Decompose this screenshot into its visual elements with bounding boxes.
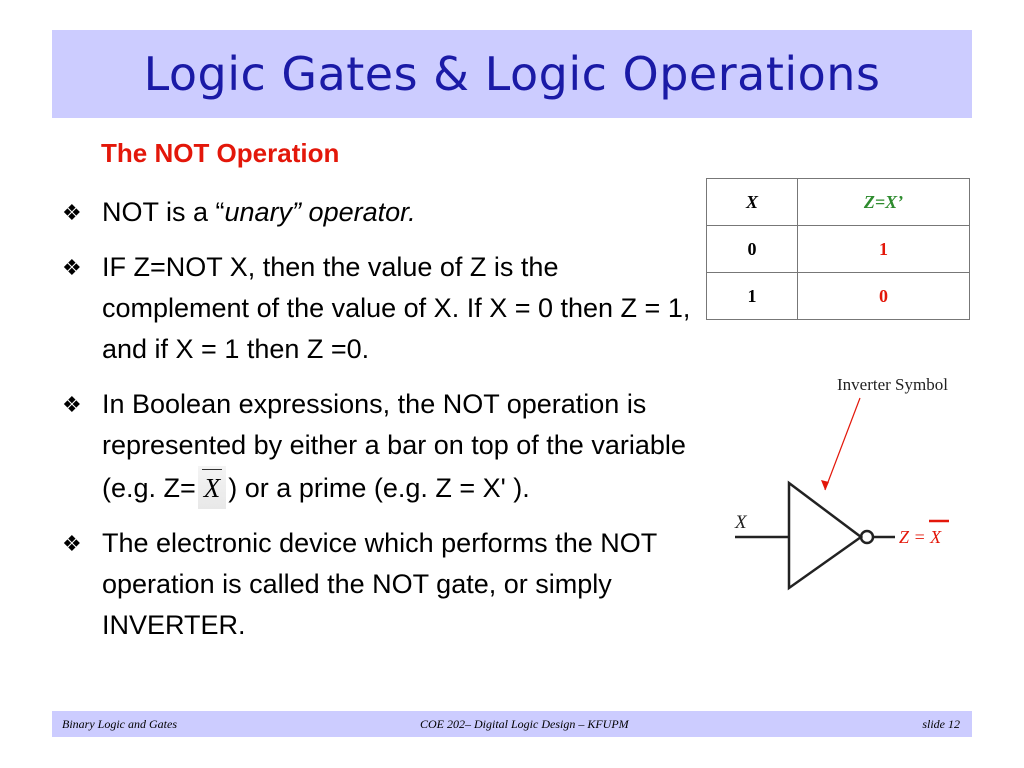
cell-x: 1 [707, 273, 798, 320]
inverter-diagram [725, 370, 965, 600]
bullet-diamond-icon: ❖ [62, 200, 82, 225]
bullet-text: IF Z=NOT X, then the value of Z is the complement of the value of X. If X = 0 then Z = 1, and if X = 1 then Z =0. [102, 252, 691, 364]
bullet-italic-text: unary” operator. [224, 197, 416, 227]
header-x: X [707, 179, 798, 226]
cell-x: 0 [707, 226, 798, 273]
cell-z: 1 [798, 226, 970, 273]
bullet-text: The electronic device which performs the NOT operation is called the NOT gate, or simply INVERTER. [102, 528, 657, 640]
bullet-diamond-icon: ❖ [62, 392, 82, 417]
title-bar [52, 30, 972, 118]
truth-table [706, 178, 970, 320]
slide-title: Logic Gates & Logic Operations [143, 47, 881, 101]
bullet-text: In Boolean expressions, the NOT operation is represented by either a bar on top of the variable (e.g. Z= [102, 389, 686, 503]
bullet-diamond-icon: ❖ [62, 531, 82, 556]
table-row [707, 226, 970, 273]
input-label: X [735, 512, 747, 533]
bullet-text: ) or a prime (e.g. Z = X' ). [228, 473, 530, 503]
bullet-item [62, 384, 702, 509]
bullet-list [62, 192, 702, 660]
bullet-item [62, 247, 702, 370]
table-header-row [707, 179, 970, 226]
inverter-annotation: Inverter Symbol [837, 375, 948, 394]
output-label: Z = X [899, 527, 942, 547]
bullet-diamond-icon: ❖ [62, 255, 82, 280]
table-row [707, 273, 970, 320]
footer-left: Binary Logic and Gates [62, 717, 177, 731]
cell-z: 0 [798, 273, 970, 320]
footer-slide-number: slide 12 [922, 717, 960, 731]
subheading: The NOT Operation [101, 138, 340, 168]
header-z: Z=X’ [798, 179, 970, 226]
inverter-triangle-icon [789, 483, 861, 588]
footer [52, 711, 972, 737]
footer-center: COE 202– Digital Logic Design – KFUPM [420, 717, 629, 731]
bullet-text: NOT is a “ [102, 197, 225, 227]
x-bar-expression: X [198, 466, 227, 509]
bullet-item [62, 523, 702, 646]
annotation-arrow [825, 398, 860, 490]
bullet-item [62, 192, 702, 233]
